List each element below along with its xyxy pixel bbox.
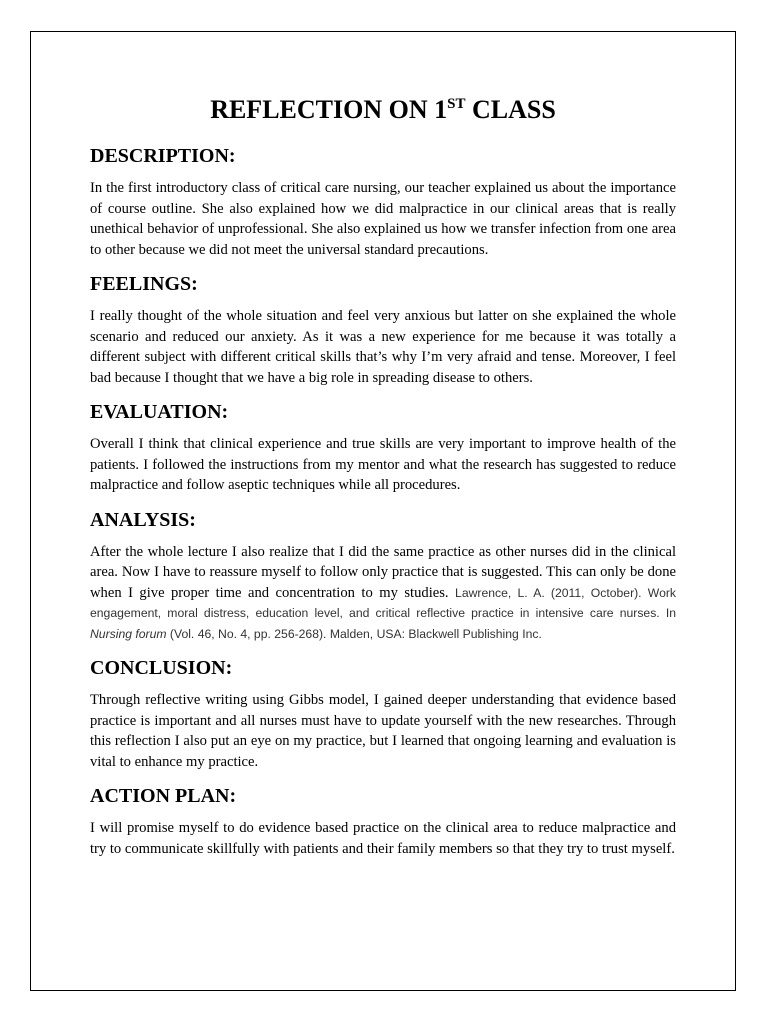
- heading-action-plan: ACTION PLAN:: [90, 785, 237, 807]
- paragraph-evaluation: Overall I think that clinical experience and true skills are very important to improve health of the patients. I followed the instructions from my mentor and what the research has suggested to reduce malpractice and follow aseptic techniques while all procedures.: [90, 436, 676, 493]
- heading-conclusion: CONCLUSION:: [90, 657, 233, 679]
- heading-analysis: ANALYSIS:: [90, 508, 196, 531]
- title-main: REFLECTION ON 1: [210, 95, 448, 124]
- paragraph-action-plan: I will promise myself to do evidence based practice on the clinical area to reduce malpractice and try to communicate skillfully with patients and their family members so that they try to trust myself.: [90, 820, 676, 857]
- paragraph-description: In the first introductory class of critical care nursing, our teacher explained us about the importance of course outline. She also explained how we did malpractice in our clinical areas that is really unethical behavior of unprofessional. She also explained us how we transfer infection from one area to other because we did not meet the universal standard precautions.: [90, 180, 676, 258]
- paragraph-conclusion: Through reflective writing using Gibbs model, I gained deeper understanding that evidence based practice is important and all nurses must have to update yourself with the new researches. Through this reflection I also put an eye on my practice, but I learned that ongoing learning and evaluation is vital to enhance my practice.: [90, 692, 676, 770]
- paragraph-feelings: I really thought of the whole situation and feel very anxious but latter on she explained the whole scenario and reduced our anxiety. As it was a new experience for me because it was totally a different subject with different critical skills that’s why I’m very afraid and tense. Moreover, I feel bad because I thought that we have a big role in spreading disease to others.: [90, 308, 676, 386]
- document-title: [90, 90, 676, 130]
- citation-text: Lawrence, L. A. (2011, October). Work engagement, moral distress, education level, and critical reflective practice in intensive care nurses. In: [90, 585, 676, 620]
- heading-evaluation: EVALUATION:: [90, 401, 229, 423]
- title-superscript: ST: [447, 96, 466, 112]
- title-end: CLASS: [465, 95, 556, 124]
- heading-description: DESCRIPTION:: [90, 145, 236, 167]
- paragraph-analysis: [90, 542, 676, 645]
- document-body: [90, 90, 676, 859]
- analysis-text: After the whole lecture I also realize that I did the same practice as other nurses did in the clinical area. Now I have to reassure myself to follow only practice that is suggested. This can only be done when I give proper time and concentration to my studies.: [90, 543, 676, 601]
- citation-journal: Nursing forum: [90, 626, 167, 641]
- heading-feelings: FEELINGS:: [90, 273, 198, 295]
- citation-details: (Vol. 46, No. 4, pp. 256-268). Malden, USA: Blackwell Publishing Inc.: [166, 626, 542, 641]
